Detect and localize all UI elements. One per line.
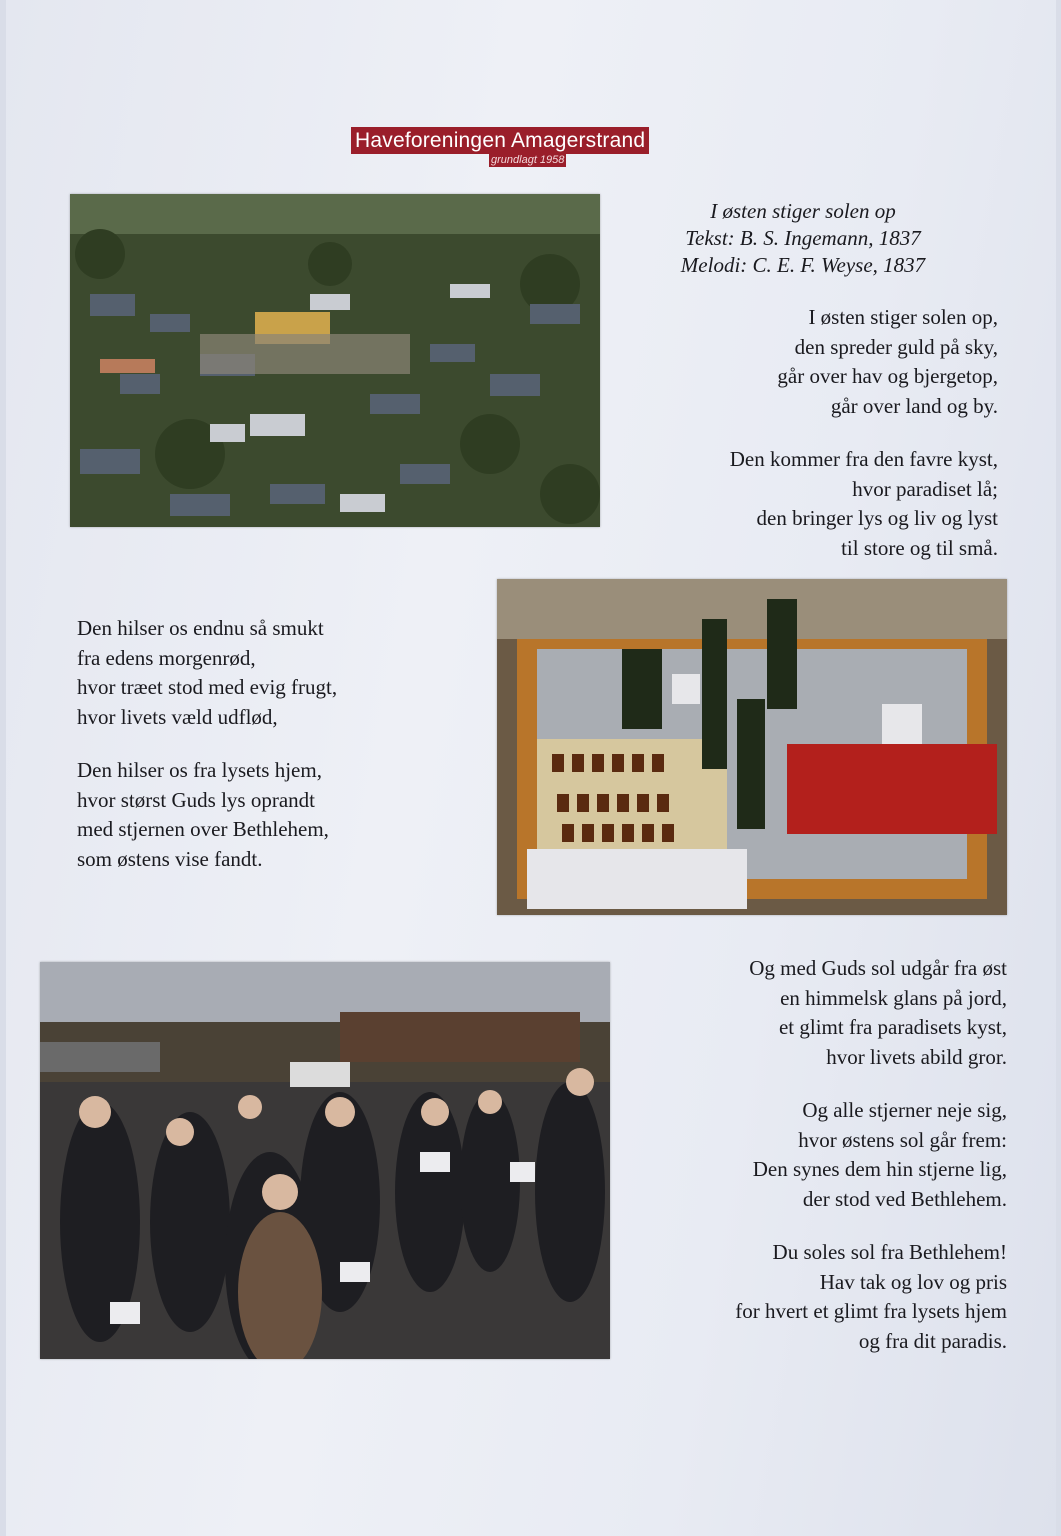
verse-line: Den hilser os fra lysets hjem,: [77, 758, 322, 782]
verse-line: der stod ved Bethlehem.: [802, 1186, 1007, 1211]
song-title: I østen stiger solen op: [710, 199, 896, 223]
stanza: [600, 303, 998, 421]
verse-line: den bringer lys og liv og lyst: [756, 506, 998, 530]
song-header: [638, 198, 968, 279]
stanza: [600, 1096, 1007, 1214]
stanza: [600, 445, 998, 563]
verse-line: et glimt fra paradisets kyst,: [778, 1015, 1007, 1039]
verse-line: går over hav og bjergetop,: [777, 364, 998, 388]
verse-line: og fra dit paradis.: [858, 1328, 1007, 1353]
header: [351, 127, 649, 166]
verse-line: Den kommer fra den favre kyst,: [729, 447, 998, 471]
melody-credit: Melodi: C. E. F. Weyse, 1837: [680, 253, 926, 277]
stanza: [600, 1238, 1007, 1356]
stanzas-top-right: [600, 303, 998, 587]
verse-line: hvor træet stod med evig frugt,: [77, 675, 338, 699]
text-credit: Tekst: B. S. Ingemann, 1837: [685, 226, 921, 250]
verse-line: fra edens morgenrød,: [77, 645, 256, 670]
verse-line: hvor østens sol går frem:: [798, 1127, 1007, 1152]
aerial-allotment-photo: [70, 194, 600, 527]
page-title: Haveforeningen Amagerstrand: [351, 127, 649, 154]
stanzas-middle-left: [77, 614, 457, 898]
verse-line: hvor livets abild gror.: [826, 1044, 1007, 1069]
verse-line: går over land og by.: [830, 393, 998, 418]
verse-line: for hvert et glimt fra lysets hjem: [735, 1299, 1007, 1323]
verse-line: Den hilser os endnu så smukt: [77, 616, 324, 640]
verse-line: Du soles sol fra Bethlehem!: [772, 1240, 1007, 1264]
verse-line: som østens vise fandt.: [77, 846, 263, 871]
stanza: [77, 756, 457, 874]
table-drinks-photo: [497, 579, 1007, 915]
verse-line: Den synes dem hin stjerne lig,: [752, 1157, 1007, 1181]
verse-line: Hav tak og lov og pris: [819, 1269, 1007, 1294]
verse-line: Og med Guds sol udgår fra øst: [749, 956, 1007, 980]
stanzas-bottom-right: [600, 954, 1007, 1380]
founded-subtitle: grundlagt 1958: [491, 154, 565, 166]
verse-line: hvor livets væld udflød,: [77, 704, 278, 729]
verse-line: I østen stiger solen op,: [808, 305, 998, 329]
verse-line: Og alle stjerner neje sig,: [802, 1098, 1007, 1122]
crowd-gathering-photo: [40, 962, 610, 1359]
verse-line: til store og til små.: [841, 535, 998, 560]
verse-line: den spreder guld på sky,: [794, 334, 998, 359]
verse-line: hvor størst Guds lys oprandt: [77, 787, 315, 812]
verse-line: en himmelsk glans på jord,: [780, 985, 1007, 1010]
stanza: [600, 954, 1007, 1072]
verse-line: med stjernen over Bethlehem,: [77, 817, 329, 841]
stanza: [77, 614, 457, 732]
verse-line: hvor paradiset lå;: [852, 476, 998, 501]
